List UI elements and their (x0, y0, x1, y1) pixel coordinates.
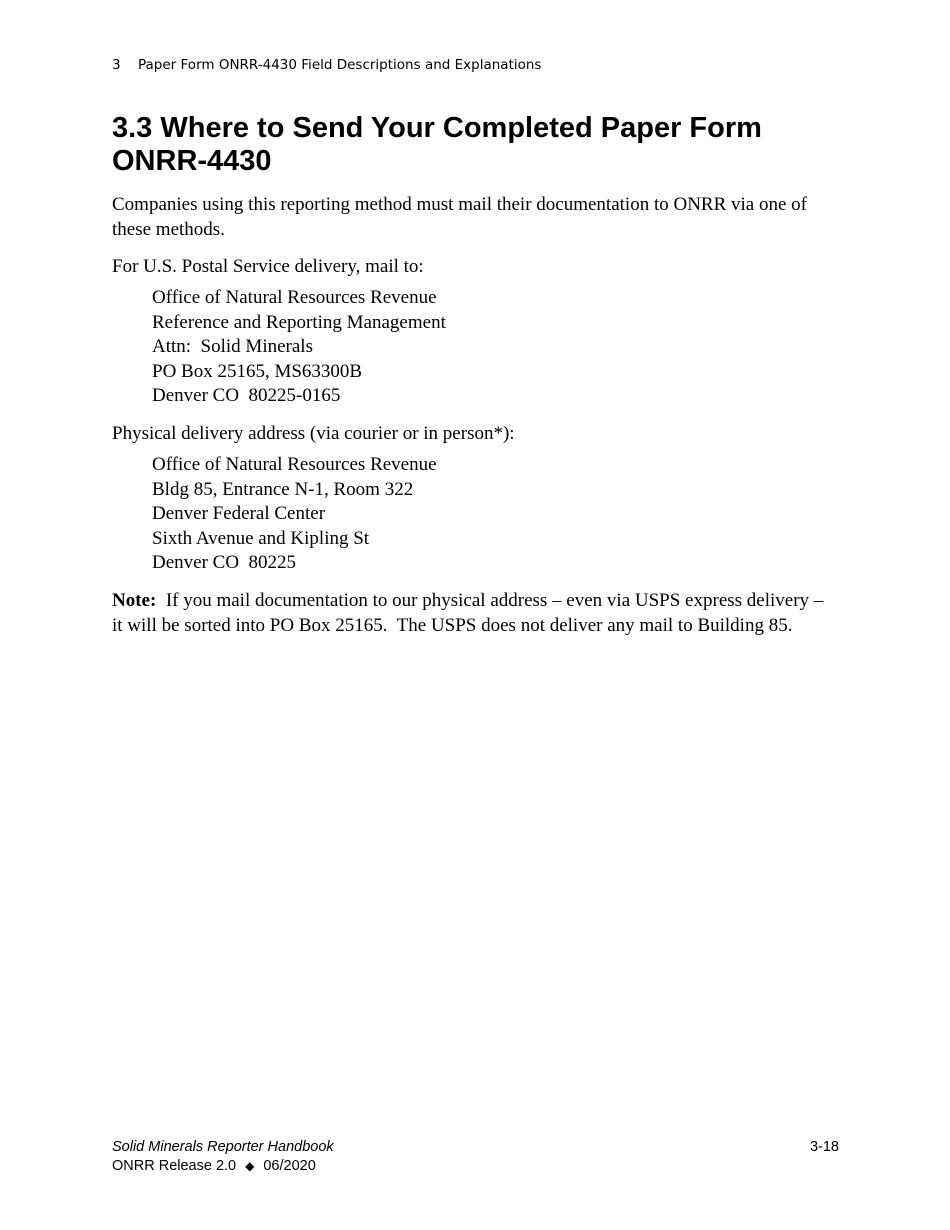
release-label: ONRR Release 2.0 (112, 1158, 237, 1174)
physical-address-line: Denver CO 80225 (152, 552, 297, 573)
physical-address-line: Sixth Avenue and Kipling St (152, 527, 370, 549)
release-date: 06/2020 (263, 1158, 316, 1174)
running-header (112, 57, 541, 73)
postal-address-line: Denver CO 80225-0165 (152, 385, 341, 406)
physical-delivery-label: Physical delivery address (via courier or in person*): (112, 423, 515, 444)
page-footer (112, 1138, 839, 1176)
postal-address-line: Reference and Reporting Management (152, 311, 446, 333)
postal-address-block (152, 286, 446, 409)
note-label: Note: (112, 590, 157, 611)
postal-address-line: PO Box 25165, MS63300B (152, 360, 363, 382)
page-number: 3-18 (809, 1139, 839, 1155)
section-heading: 3.3 Where to Send Your Completed Paper Form ONRR-4430 (112, 112, 762, 177)
note-text: If you mail documentation to our physical address – even via USPS express delivery – it will be sorted into PO Box 25165. The USPS does not deliver any mail to Building 85. (112, 590, 829, 636)
handbook-title: Solid Minerals Reporter Handbook (112, 1139, 334, 1155)
physical-address-line: Office of Natural Resources Revenue (152, 454, 437, 475)
physical-address-line: Bldg 85, Entrance N-1, Room 322 (152, 478, 414, 500)
note-paragraph (112, 589, 837, 638)
release-line (112, 1157, 839, 1176)
postal-address-line: Office of Natural Resources Revenue (152, 287, 437, 308)
postal-address-line: Attn: Solid Minerals (152, 336, 313, 357)
chapter-title: Paper Form ONRR-4430 Field Descriptions and Explanations (138, 57, 542, 73)
diamond-separator-icon: ◆ (245, 1159, 255, 1173)
intro-paragraph: Companies using this reporting method must mail their documentation to ONRR via one of these methods. (112, 194, 807, 240)
physical-address-block (152, 453, 437, 576)
postal-delivery-label: For U.S. Postal Service delivery, mail to: (112, 256, 424, 277)
chapter-number: 3 (112, 57, 121, 73)
physical-address-line: Denver Federal Center (152, 503, 326, 524)
